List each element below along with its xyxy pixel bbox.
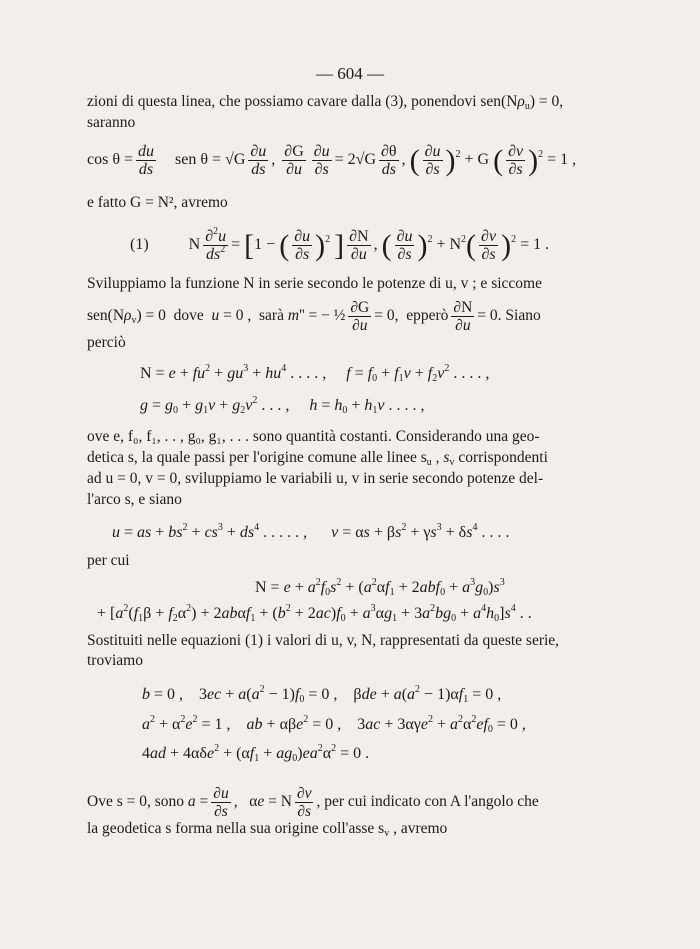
equation-line: $sen(N\rho_v) = 0$ dove u = 0 , sarà m'' = − ½ $\frac{\partial G}{\partial u}$ = 0, epperò $\frac{\partial N}{\partial u}$ = 0. Siano [87,299,541,334]
page-number: — 604 — [316,64,384,83]
equation-system-1: b = 0 , $3ec + a(a^2 - 1)f_0 = 0$ , $\beta de + a(a^2 - 1)\alpha f_1 = 0$ , [142,684,502,705]
text-line: saranno [87,114,136,131]
series-N-expansion-cont: + $[a^2(f_1\beta + f_2\alpha^2) + 2ab\alpha f_1 + (b^2 + 2ac)f_0 + a^3\alpha g_1 + 3a^2bg_0 + a^4h_0]s^4$ . . [97,603,532,624]
text-line: ove e, f₀, f₁, . . , g₀, g₁, . . . sono quantità costanti. Considerando una geo- [87,428,540,445]
series-u-v: u = as + $bs^2 + cs^3 + ds^4$ . . . . . , $v = \alpha s + \beta s^2 + \gamma s^3 + \delta s^4$ . . . . [112,522,510,541]
series-g-h: $g = g_0 + g_1v + g_2v^2$ . . . , $h = h_0 + h_1v$ . . . . , [140,395,425,416]
equation-angle: cos θ = $\frac{du}{ds}$ sen θ = √G $\frac{\partial u}{ds}$ , $\frac{\partial G}{\partial u}$ $\frac{\partial u}{\partial s}$ = 2√G $\frac{\partial\theta}{ds}$ , ( $\frac{\partial u}{\partial s}$ )$^2$ + G ( $\frac{\partial v}{\partial s}$ )$^2$ = 1 , [87,143,577,178]
equation-system-2: $a^2 + \alpha^2e^2 = 1$ , ab + αβe$^2$ = 0 , $3ac + 3\alpha\gamma e^2 + a^2\alpha^2ef_0 = 0$ , [142,714,526,735]
text-span: per cui indicato con A l'angolo che [324,793,539,811]
text-line: ad u = 0, v = 0, sviluppiamo le variabili u, v in serie secondo potenze del- [87,470,544,487]
series-N-expansion: $N = e + a^2f_0s^2 + (a^2\alpha f_1 + 2abf_0 + a^3g_0)s^3$ [255,577,505,598]
text-line: Sviluppiamo la funzione N in serie secondo le potenze di u, v ; e siccome [87,275,542,292]
text-line: zioni di questa linea, che possiamo cavare dalla (3), ponendovi $sen(N\rho_u) = 0$, [87,93,564,112]
text-line: Sostituiti nelle equazioni (1) i valori di u, v, N, rappresentati da queste serie, [87,632,560,649]
text-line: detica s, la quale passi per l'origine comune alle linee $s_u$ , $s_v$ corrispondenti [87,449,548,468]
equation-line: Ove s = 0, sono a = $\frac{\partial u}{\partial s}$ , αe = N $\frac{\partial v}{\partial s}$ , per cui indicato con A l'angolo che [87,785,539,820]
equation-1: (1) N $\frac{\partial^2u}{ds^2}$ = [1 − ( $\frac{\partial u}{\partial s}$ )$^2$ ] $\frac{\partial N}{\partial u}$ , ( $\frac{\partial u}{\partial s}$ )$^2 + N^2$( $\frac{\partial v}{\partial s}$ )$^2$ = 1 . [130,226,550,263]
text-span: zioni di questa linea, che possiamo cavare dalla (3), ponendovi sen(N [87,93,518,110]
text-line: troviamo [87,652,143,669]
text-span: detica s, la quale passi per l'origine comune alle linee s [87,449,427,466]
text-line: e fatto G = N², avremo [87,194,228,211]
text-span: Ove s = 0, sono [87,793,185,811]
text-line: la geodetica s forma nella sua origine coll'asse $s_v$ , avremo [87,820,448,839]
text-line: l'arco s, e siano [87,491,182,508]
equation-number: (1) [130,236,149,254]
series-N: $N = e + fu^2 + gu^3 + hu^4$ . . . . , $f = f_0 + f_1v + f_2v^2$ . . . . , [140,363,490,384]
text-span: la geodetica s forma nella sua origine coll'asse s [87,820,385,837]
equation-system-3: $4ad + 4\alpha\delta e^2 + (\alpha f_1 + ag_0)ea^2\alpha^2 = 0$ . [142,743,370,764]
text-line: perciò [87,334,126,351]
text-line: per cui [87,552,130,569]
